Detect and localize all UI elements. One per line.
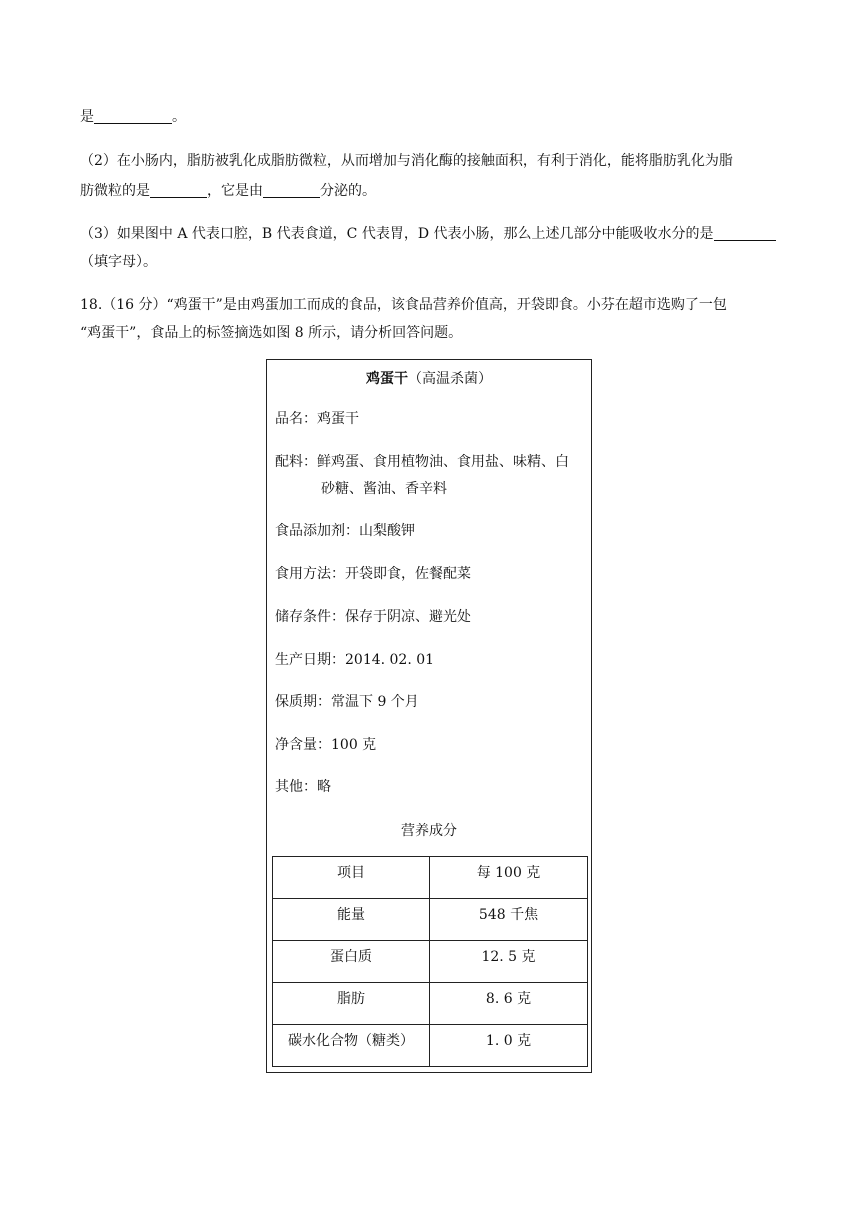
table-cell: 脂肪 <box>273 983 430 1025</box>
table-cell: 每 100 克 <box>430 857 588 899</box>
answer-line-q1: 是 。 <box>80 109 186 125</box>
table-cell: 项目 <box>273 857 430 899</box>
answer-blank[interactable] <box>94 109 172 124</box>
table-row <box>273 1025 588 1067</box>
table-cell: 1. 0 克 <box>430 1025 588 1067</box>
table-row <box>273 983 588 1025</box>
label-ingredients-continued: 砂糖、酱油、香辛料 <box>321 481 447 497</box>
label-net-weight: 净含量：100 克 <box>275 737 377 753</box>
answer-blank[interactable] <box>714 226 776 241</box>
question-3-line-2: （填字母）。 <box>80 254 157 270</box>
question-2-line-2: 肪微粒的是 ，它是由 分泌的。 <box>80 183 376 199</box>
label-additive: 食品添加剂：山梨酸钾 <box>275 523 415 539</box>
label-title: 鸡蛋干（高温杀菌） <box>366 371 492 387</box>
answer-blank[interactable] <box>263 183 320 198</box>
table-cell: 8. 6 克 <box>430 983 588 1025</box>
table-cell: 蛋白质 <box>273 941 430 983</box>
label-production-date: 生产日期：2014. 02. 01 <box>275 652 435 668</box>
question-18-line-1: 18.（16 分）“鸡蛋干”是由鸡蛋加工而成的食品，该食品营养价值高，开袋即食。小芬在超市选购了一包 <box>80 297 727 313</box>
label-storage: 储存条件：保存于阴凉、避光处 <box>275 609 471 625</box>
table-row <box>273 899 588 941</box>
nutrition-heading: 营养成分 <box>401 823 457 839</box>
table-row <box>273 941 588 983</box>
label-other: 其他：略 <box>275 779 331 795</box>
table-cell: 能量 <box>273 899 430 941</box>
question-2-line-1: （2）在小肠内，脂肪被乳化成脂肪微粒，从而增加与消化酶的接触面积，有利于消化，能将脂肪乳化为脂 <box>80 153 733 169</box>
table-row <box>273 857 588 899</box>
table-cell: 碳水化合物（糖类） <box>273 1025 430 1067</box>
nutrition-table <box>272 856 588 1067</box>
food-label-figure <box>266 359 592 1073</box>
answer-blank[interactable] <box>150 183 207 198</box>
question-3-line-1: （3）如果图中 A 代表口腔，B 代表食道，C 代表胃，D 代表小肠，那么上述几部分中能吸收水分的是 <box>80 225 776 243</box>
label-shelf-life: 保质期：常温下 9 个月 <box>275 694 419 710</box>
question-18-line-2: “鸡蛋干”，食品上的标签摘选如图 8 所示，请分析回答问题。 <box>80 325 463 341</box>
label-usage: 食用方法：开袋即食，佐餐配菜 <box>275 566 471 582</box>
table-cell: 12. 5 克 <box>430 941 588 983</box>
label-product-name: 品名：鸡蛋干 <box>275 411 359 427</box>
table-cell: 548 千焦 <box>430 899 588 941</box>
label-ingredients: 配料：鲜鸡蛋、食用植物油、食用盐、味精、白 <box>275 454 569 470</box>
